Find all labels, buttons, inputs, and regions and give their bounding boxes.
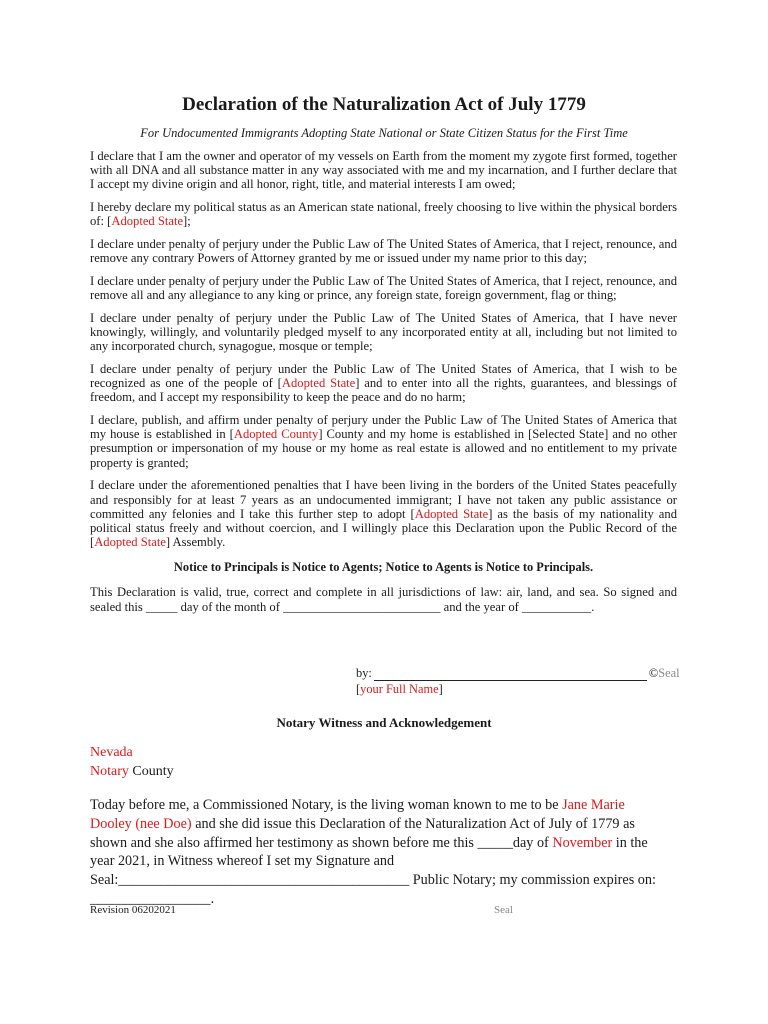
- notary-county-row: Notary County: [90, 764, 174, 779]
- notary-county-placeholder: Notary: [90, 764, 129, 779]
- document-subtitle: For Undocumented Immigrants Adopting State National or State Citizen Status for the First Time: [140, 126, 628, 140]
- seal-label: Seal: [658, 666, 680, 680]
- copyright-mark: ©: [648, 666, 659, 680]
- paragraph-power-of-attorney: I declare under penalty of perjury under the Public Law of The United States of America, that I reject, renounce, and remove any contrary Powers of Attorney granted by me or issued under my name prior to this day;: [90, 237, 677, 266]
- placeholder-full-name: your Full Name: [360, 682, 439, 696]
- signature-block: [356, 665, 680, 697]
- placeholder-adopted-state: Adopted State: [94, 535, 166, 550]
- notary-state: Nevada: [90, 745, 133, 760]
- placeholder-adopted-state: Adopted State: [414, 506, 489, 521]
- notary-month: November: [552, 834, 613, 851]
- paragraph-residency: I declare under the aforementioned penalties that I have been living in the borders of the United States peacefully and responsibly for at least 7 years as an undocumented immigrant; I have not taken any public assistance or committed any felonies and I take this further step to adopt [Adopted State] as the basis of my nationality and political status freely and without coercion, and I willingly place this Declaration upon the Public Record of the [Adopted State] Assembly.: [90, 478, 677, 550]
- paragraph-house-home: I declare, publish, and affirm under penalty of perjury under the Public Law of The United States of America that my house is established in [Adopted County] County and my home is established in [Selected State] and no other presumption or impersonation of my house or my home as real estate is allowed and no entitlement to my private property is granted;: [90, 413, 677, 470]
- placeholder-adopted-state: Adopted State: [281, 376, 356, 391]
- paragraph-recognition: I declare under penalty of perjury under the Public Law of The United States of America, that I wish to be recognized as one of the people of [Adopted State] and to enter into all the rights, guarantees, and blessings of freedom, and I accept my responsibility to keep the peace and do no harm;: [90, 361, 677, 405]
- paragraph-incorporated-entity: I declare under penalty of perjury under the Public Law of The United States of America, that I have never knowingly, willingly, and voluntarily pledged myself to any incorporated entity at all, including but not limited to any incorporated church, synagogue, mosque or temple;: [90, 310, 677, 354]
- signature-line: [374, 668, 647, 681]
- notary-location: [90, 743, 174, 781]
- placeholder-adopted-county: Adopted County: [233, 427, 319, 442]
- notary-acknowledgement-text: Today before me, a Commissioned Notary, is the living woman known to me to be Jane Marie Dooley (nee Doe) and she did issue this Declaration of the Naturalization Act of July of 1779 as shown and she also affirmed her testimony as shown before me this _____day of November in the year 2021, in Witness whereof I set my Signature and Seal:_________________________________________ Public Notary; my commission expires on: _________________.: [90, 797, 656, 907]
- notary-section-title: Notary Witness and Acknowledgement: [276, 715, 492, 730]
- revision-label: Revision 06202021: [90, 904, 176, 916]
- placeholder-adopted-state: Adopted State: [111, 214, 184, 229]
- paragraph-allegiance: I declare under penalty of perjury under the Public Law of The United States of America, that I reject, renounce, and remove all and any allegiance to any king or prince, any foreign state, foreign government, flag or thing;: [90, 273, 677, 303]
- signature-line-row: by: ©Seal: [356, 666, 680, 680]
- document-title: Declaration of the Naturalization Act of July 1779: [182, 94, 586, 115]
- footer-seal-label: Seal: [494, 904, 513, 916]
- validity-statement: This Declaration is valid, true, correct and complete in all jurisdictions of law: air, land, and sea. So signed and sealed this _____ day of the month of _________________________ and the year of ___________.: [90, 585, 677, 614]
- declaration-body: [90, 149, 677, 622]
- paragraph-ownership: I declare that I am the owner and operator of my vessels on Earth from the moment my zygote first formed, together with all DNA and all substance matter in any way associated with me and my incarnation, and I further declare that I accept my divine origin and all honor, right, title, and material interests I am owed;: [90, 149, 677, 192]
- notice-line: Notice to Principals is Notice to Agents; Notice to Agents is Notice to Principals.: [173, 560, 594, 575]
- principal-name: Jane Marie Dooley (nee Doe): [90, 797, 625, 832]
- signer-name-row: [your Full Name]: [356, 682, 443, 696]
- paragraph-political-status: I hereby declare my political status as an American state national, freely choosing to live within the physical borders of: [Adopted State];: [90, 200, 677, 229]
